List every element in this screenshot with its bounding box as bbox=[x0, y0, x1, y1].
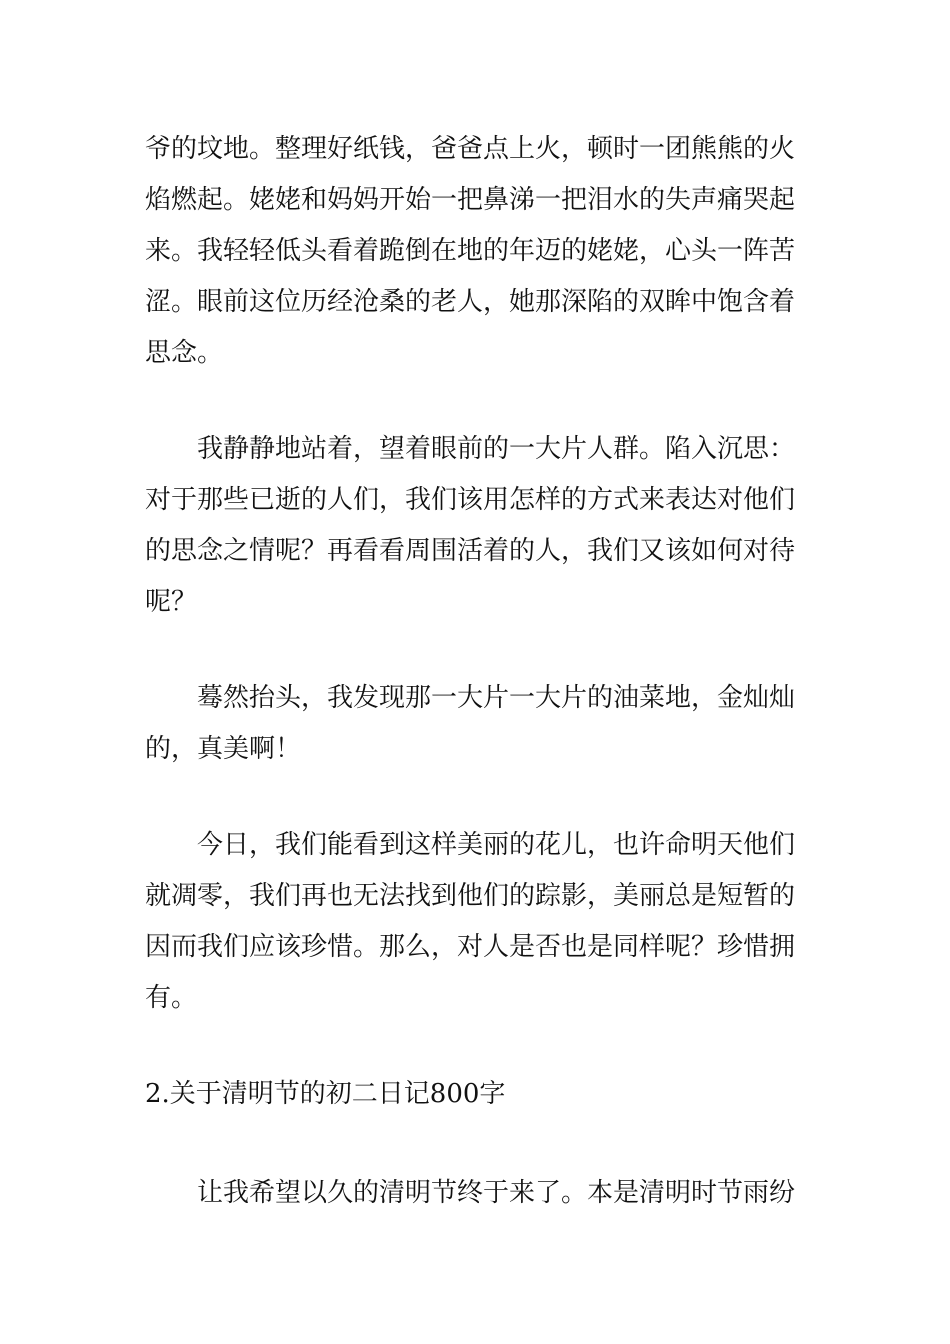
paragraph-3 bbox=[145, 673, 810, 775]
paragraph-line: 涩。眼前这位历经沧桑的老人，她那深陷的双眸中饱含着 bbox=[145, 287, 796, 317]
paragraph-line: 的思念之情呢？再看看周围活着的人，我们又该如何对待 bbox=[145, 536, 796, 566]
paragraph-line: 因而我们应该珍惜。那么，对人是否也是同样呢？珍惜拥 bbox=[145, 932, 796, 962]
paragraph-4 bbox=[145, 820, 810, 1024]
paragraph-line: 的，真美啊！ bbox=[145, 734, 302, 764]
paragraph-line: 呢？ bbox=[145, 587, 198, 617]
paragraph-line: 我静静地站着，望着眼前的一大片人群。陷入沉思： bbox=[197, 434, 796, 464]
paragraph-line: 思念。 bbox=[145, 338, 224, 368]
paragraph-line: 有。 bbox=[145, 983, 198, 1013]
paragraph-line: 就凋零，我们再也无法找到他们的踪影，美丽总是短暂的 bbox=[145, 881, 796, 911]
paragraph-line: 爷的坟地。整理好纸钱，爸爸点上火，顿时一团熊熊的火 bbox=[145, 134, 796, 164]
paragraph-line: 焰燃起。姥姥和妈妈开始一把鼻涕一把泪水的失声痛哭起 bbox=[145, 185, 796, 215]
paragraph-line: 蓦然抬头，我发现那一大片一大片的油菜地，金灿灿 bbox=[197, 683, 796, 713]
paragraph-5 bbox=[145, 1168, 810, 1219]
paragraph-line: 来。我轻轻低头看着跪倒在地的年迈的姥姥，心头一阵苦 bbox=[145, 236, 796, 266]
paragraph-line: 对于那些已逝的人们，我们该用怎样的方式来表达对他们 bbox=[145, 485, 796, 515]
section-heading bbox=[145, 1069, 810, 1120]
heading-text: 2.关于清明节的初二日记800字 bbox=[145, 1079, 506, 1109]
paragraph-2 bbox=[145, 424, 810, 628]
paragraph-line: 今日，我们能看到这样美丽的花儿，也许命明天他们 bbox=[197, 830, 796, 860]
paragraph-1 bbox=[145, 124, 810, 379]
paragraph-line: 让我希望以久的清明节终于来了。本是清明时节雨纷 bbox=[197, 1178, 796, 1208]
